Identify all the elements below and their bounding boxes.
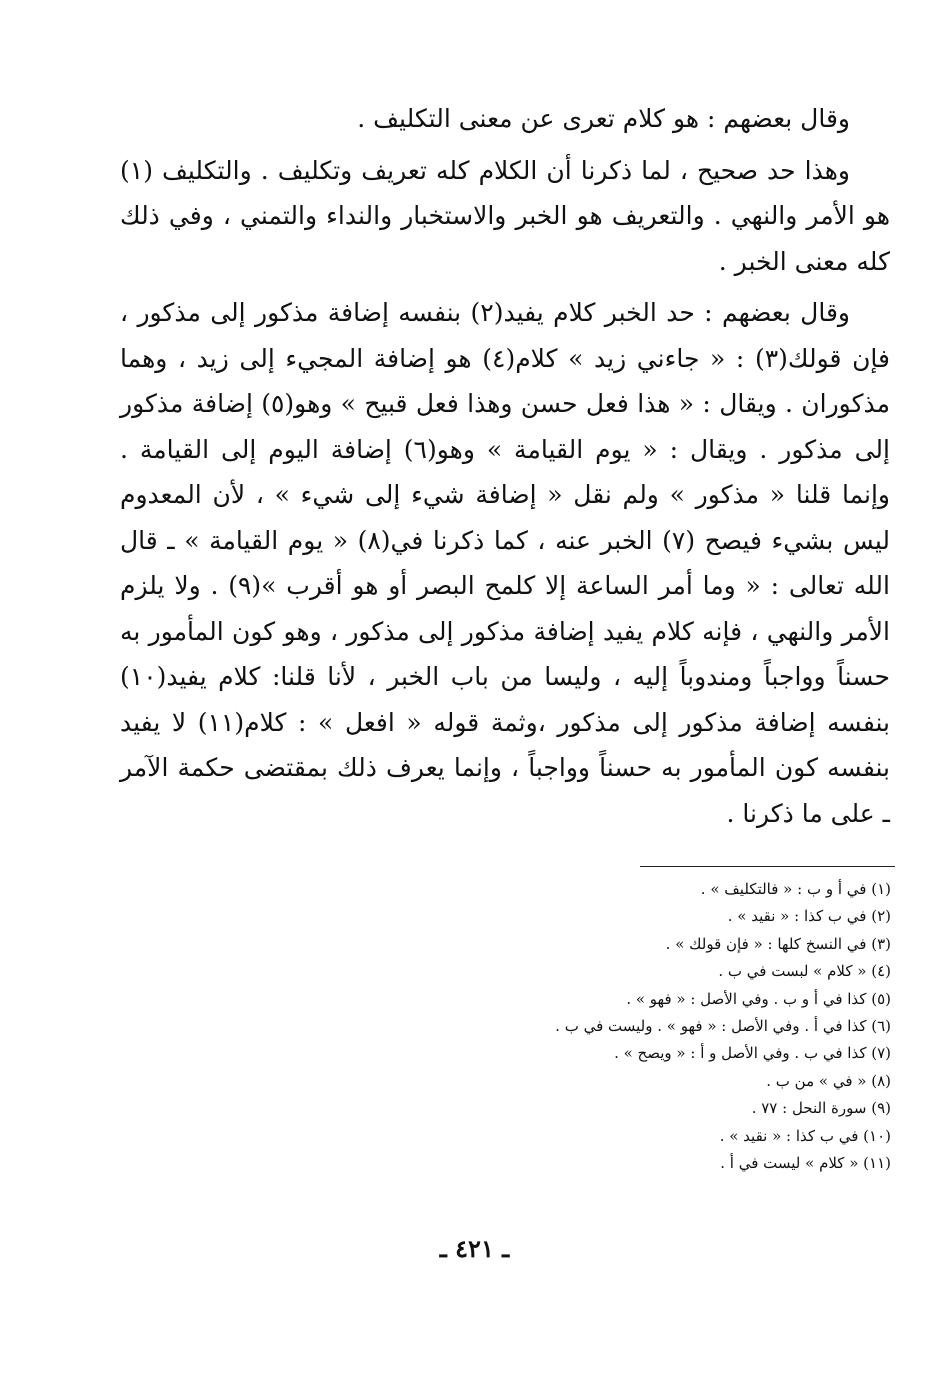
footnote-divider xyxy=(640,866,895,867)
main-text xyxy=(120,96,890,836)
paragraph-3: وقال بعضهم : حد الخبر كلام يفيد(٢) بنفسه إضافة مذكور إلى مذكور ، فإن قولك(٣) : « جاءني زيد » كلام(٤) هو إضافة المجيء إلى زيد ، وهما مذكوران . ويقال : « هذا فعل حسن وهذا فعل قبيح » وهو(٥) إضافة مذكور إلى مذكور . ويقال : « يوم القيامة » وهو(٦) إضافة اليوم إلى القيامة . وإنما قلنا « مذكور » ولم نقل « إضافة شيء إلى شيء » ، لأن المعدوم ليس بشيء فيصح (٧) الخبر عنه ، كما ذكرنا في(٨) « يوم القيامة » ـ قال الله تعالى : « وما أمر الساعة إلا كلمح البصر أو هو أقرب »(٩) . ولا يلزم الأمر والنهي ، فإنه كلام يفيد إضافة مذكور إلى مذكور ، وهو كون المأمور به حسناً وواجباً ومندوباً إليه ، وليسا من باب الخبر ، لأنا قلنا: كلام يفيد(١٠) بنفسه إضافة مذكور إلى مذكور ،وثمة قوله « افعل » : كلام(١١) لا يفيد بنفسه كون المأمور به حسناً وواجباً ، وإنما يعرف ذلك بمقتضى حكمة الآمر ـ على ما ذكرنا . xyxy=(120,298,891,828)
footnotes xyxy=(371,876,891,1177)
paragraph-2: وهذا حد صحيح ، لما ذكرنا أن الكلام كله تعريف وتكليف . والتكليف (١) هو الأمر والنهي . والتعريف هو الخبر والاستخبار والنداء والتمني ، وفي ذلك كله معنى الخبر . xyxy=(120,155,890,276)
footnote-8: (٨) « في » من ب . xyxy=(766,1071,891,1090)
paragraph-1: وقال بعضهم : هو كلام تعرى عن معنى التكليف . xyxy=(357,104,850,133)
footnote-11: (١١) « كلام » ليست في أ . xyxy=(720,1154,891,1173)
page-number: ـ ٤٢١ ـ xyxy=(439,1234,510,1263)
footnote-10: (١٠) في ب كذا : « نقيد » . xyxy=(719,1126,891,1145)
footnote-3: (٣) في النسخ كلها : « فإن قولك » . xyxy=(665,934,891,953)
footnote-1: (١) في أ و ب : « فالتكليف » . xyxy=(700,880,891,898)
footnote-2: (٢) في ب كذا : « نقيد » . xyxy=(727,907,891,926)
footnote-5: (٥) كذا في أ و ب . وفي الأصل : « فهو » . xyxy=(626,989,891,1008)
footnote-7: (٧) كذا في ب . وفي الأصل و أ : « ويصح » . xyxy=(614,1044,891,1063)
footnote-6: (٦) كذا في أ . وفي الأصل : « فهو » . وليست في ب . xyxy=(555,1017,891,1036)
footnote-9: (٩) سورة النحل : ٧٧ . xyxy=(751,1099,891,1118)
footnote-4: (٤) « كلام » لبست في ب . xyxy=(718,962,891,981)
